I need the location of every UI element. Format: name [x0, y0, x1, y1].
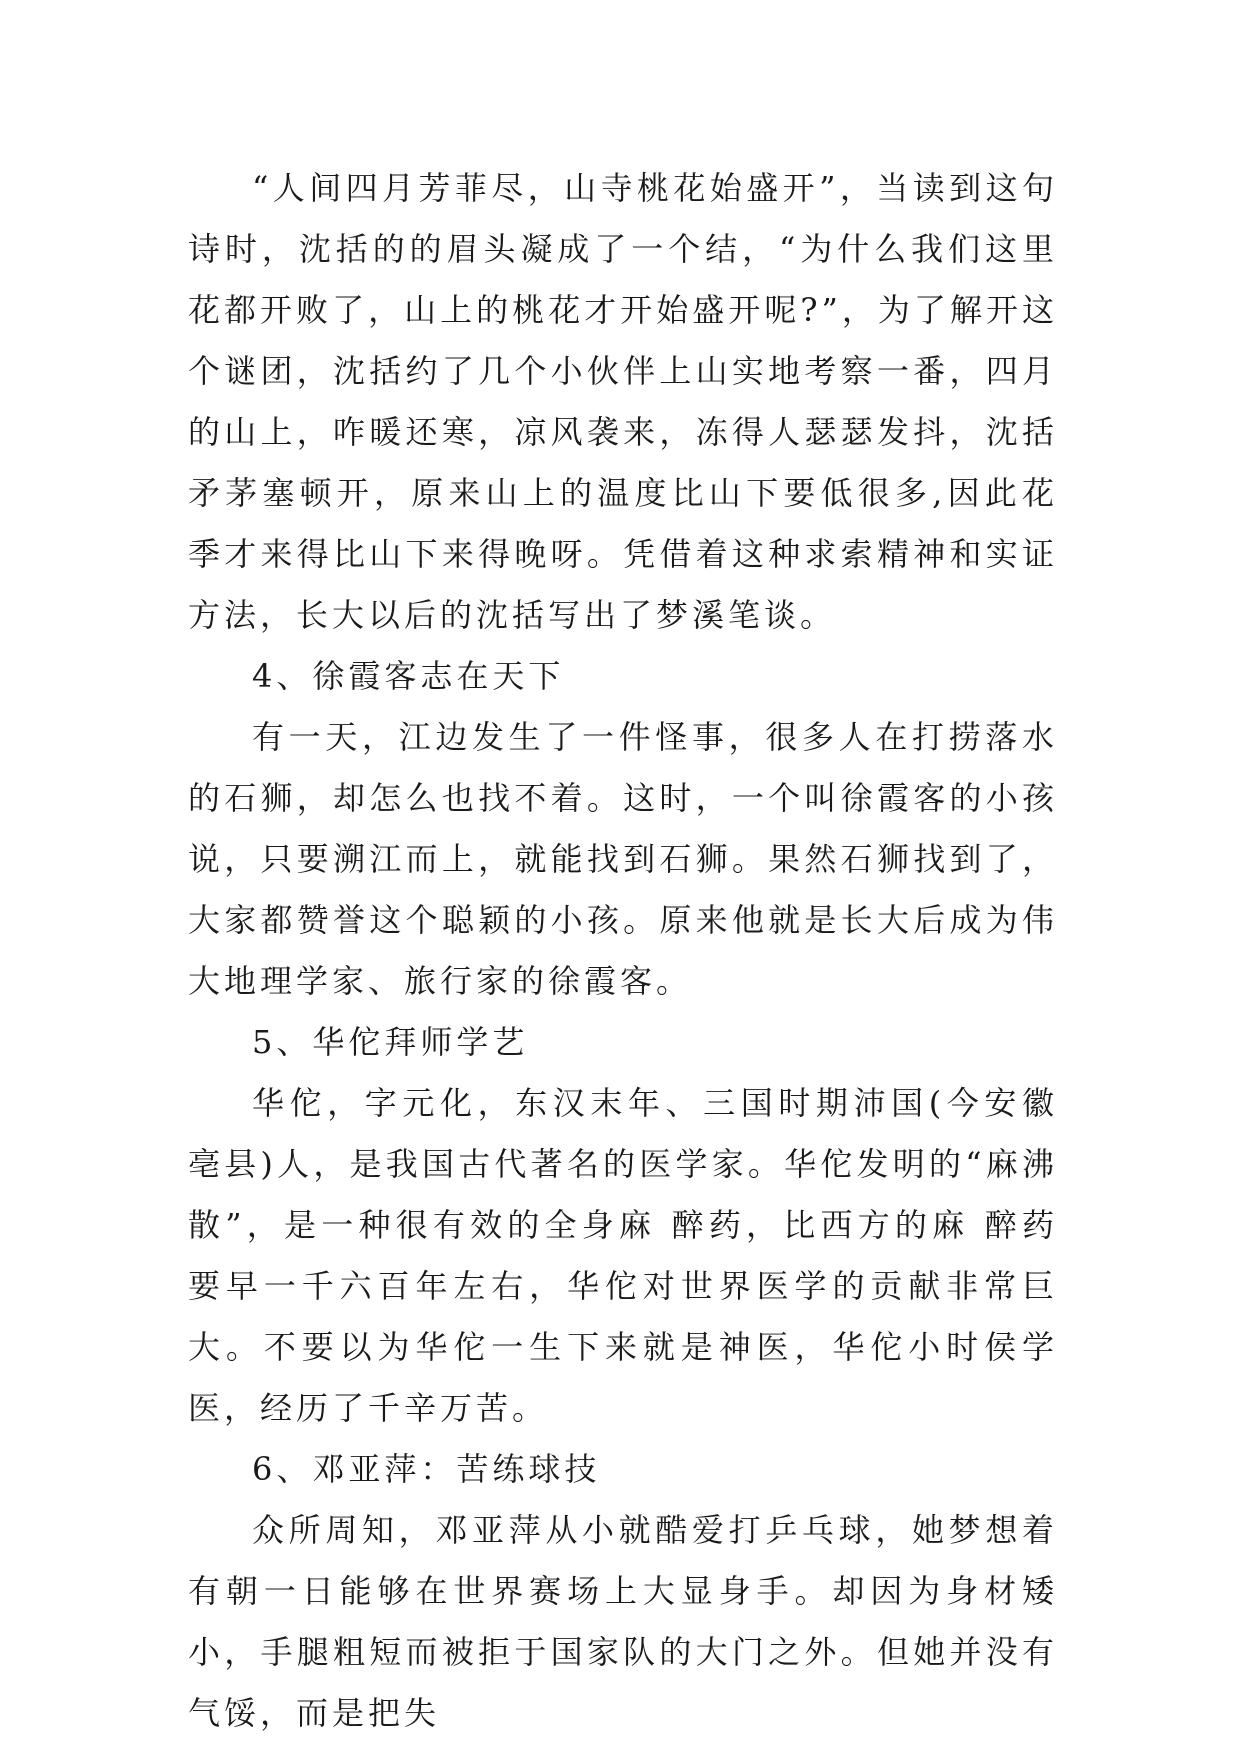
- heading-xu-xiake: 4、徐霞客志在天下: [252, 657, 565, 695]
- heading-deng-yaping: 6、邓亚萍：苦练球技: [252, 1450, 601, 1488]
- paragraph-xu-xiake: 有一天，江边发生了一件怪事，很多人在打捞落水的石狮，却怎么也找不着。这时，一个叫徐霞客的小孩说，只要溯江而上，就能找到石狮。果然石狮找到了，大家都赞誉这个聪颖的小孩。原来他就是长大后成为伟大地理学家、旅行家的徐霞客。: [188, 718, 1058, 1000]
- paragraph-hua-tuo: 华佗，字元化，东汉末年、三国时期沛国(今安徽亳县)人，是我国古代著名的医学家。华佗发明的“麻沸散”，是一种很有效的全身麻 醉药，比西方的麻 醉药要早一千六百年左右，华佗对世界医学的贡献非常巨大。不要以为华佗一生下来就是神医，华佗小时侯学医，经历了千辛万苦。: [188, 1084, 1058, 1427]
- document-body: [188, 158, 1058, 1744]
- paragraph-shen-kuo: “人间四月芳菲尽，山寺桃花始盛开”，当读到这句诗时，沈括的的眉头凝成了一个结，“为什么我们这里花都开败了，山上的桃花才开始盛开呢?”，为了解开这个谜团，沈括约了几个小伙伴上山实地考察一番，四月的山上，咋暖还寒，凉风袭来，冻得人瑟瑟发抖，沈括矛茅塞顿开，原来山上的温度比山下要低很多,因此花季才来得比山下来得晚呀。凭借着这种求索精神和实证方法，长大以后的沈括写出了梦溪笔谈。: [188, 169, 1058, 634]
- paragraph-deng-yaping: 众所周知，邓亚萍从小就酷爱打乒乓球，她梦想着有朝一日能够在世界赛场上大显身手。却因为身材矮小，手腿粗短而被拒于国家队的大门之外。但她并没有气馁，而是把失: [188, 1511, 1058, 1732]
- heading-hua-tuo: 5、华佗拜师学艺: [252, 1023, 529, 1061]
